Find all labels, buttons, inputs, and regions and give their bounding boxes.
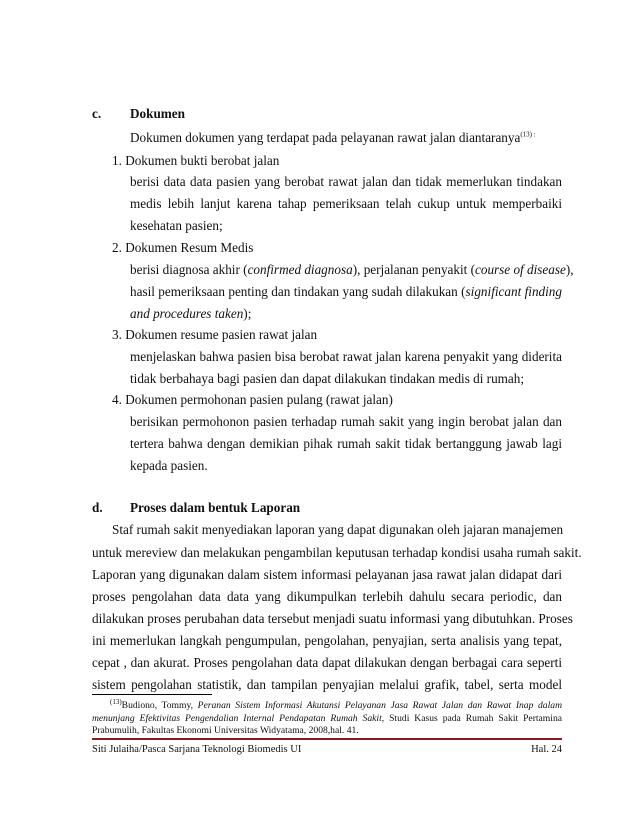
item-2-text: ), perjalanan penyakit (: [352, 262, 475, 277]
footnote-text: , Studi Kasus pada Rumah Sakit Pertamina: [381, 713, 562, 724]
item-1-line: kesehatan pasien;: [130, 218, 223, 233]
item-2-text: );: [243, 306, 252, 321]
footnote-italic-title: menunjang Efektivitas Pengendalian Internal Pendapatan Rumah Sakit: [92, 713, 382, 724]
item-2-line: [130, 284, 562, 300]
item-2-italic-term: and procedures taken: [130, 306, 244, 321]
footer-rule: [92, 738, 562, 740]
item-4-line: berisikan permohonon pasien terhadap rumah sakit yang ingin berobat jalan dan: [130, 414, 562, 429]
item-2-italic-term: confirmed diagnosa: [247, 262, 353, 277]
item-2-heading: 2. Dokumen Resum Medis: [112, 240, 254, 255]
item-1-heading: 1. Dokumen bukti berobat jalan: [112, 153, 280, 168]
item-3-line: tidak berbahaya bagi pasien dan dapat dilakukan tindakan medis di rumah;: [130, 371, 525, 386]
section-d-title: Proses dalam bentuk Laporan: [130, 500, 301, 515]
section-d-paragraph-line: dilakukan proses perubahan data tersebut menjadi suatu informasi yang dibutuhkan. Proses: [92, 611, 573, 626]
footer-author: Siti Julaiha/Pasca Sarjana Teknologi Biomedis UI: [92, 744, 302, 755]
item-3-heading: 3. Dokumen resume pasien rawat jalan: [112, 327, 318, 342]
section-c-label: c.: [92, 106, 102, 121]
item-1-line: berisi data data pasien yang berobat rawat jalan dan tidak memerlukan tindakan: [130, 174, 562, 189]
section-c-title: Dokumen: [130, 106, 185, 121]
item-2-italic-term: significant finding: [465, 284, 562, 299]
item-1-line: medis lebih lanjut karena tahap pemeriksaan telah cukup untuk memperbaiki: [130, 196, 562, 211]
item-2-text: berisi diagnosa akhir (: [130, 262, 248, 277]
section-d-label: d.: [92, 500, 103, 515]
footnote-line: Prabumulih, Fakultas Ekonomi Universitas Widyatama, 2008,hal. 41.: [92, 725, 359, 736]
section-d-paragraph-line: proses pengolahan data data yang dikumpulkan terlebih dahulu secara periodic, dan: [92, 589, 562, 604]
section-d-paragraph-line: sistem pengolahan statistik, dan tampilan penyajian melalui grafik, tabel, serta model: [92, 677, 562, 692]
item-2-text: hasil pemeriksaan penting dan tindakan yang sudah dilakukan (: [130, 284, 466, 299]
item-2-italic-term: course of disease: [475, 262, 566, 277]
section-d-paragraph-line: Staf rumah sakit menyediakan laporan yang dapat digunakan oleh jajaran manajemen: [112, 522, 564, 537]
section-d-paragraph-line: Laporan yang digunakan dalam sistem informasi pelayanan jasa rawat jalan didapat dari: [92, 567, 562, 582]
item-2-text: ),: [565, 262, 574, 277]
footnote-marker: (13): [110, 697, 122, 706]
footnote-line: [92, 713, 562, 725]
section-c-intro: [130, 130, 536, 146]
footnote-separator: [92, 694, 212, 695]
item-4-line: tertera bahwa dengan demikian pihak rumah sakit tidak bertanggung jawab lagi: [130, 436, 562, 451]
footnote-line: [92, 697, 562, 712]
footnote-reference: (13) :: [520, 130, 536, 139]
item-4-line: kepada pasien.: [130, 458, 208, 473]
section-d-paragraph-line: cepat , dan akurat. Proses pengolahan data dapat dilakukan dengan berbagai cara seperti: [92, 655, 562, 670]
section-c-intro-text: Dokumen dokumen yang terdapat pada pelayanan rawat jalan diantaranya: [130, 130, 521, 145]
footnote-text: Budiono, Tommy,: [121, 700, 198, 711]
item-2-line: [130, 262, 574, 278]
footer-page-number: Hal. 24: [531, 744, 562, 755]
section-d-paragraph-line: ini memerlukan langkah pengumpulan, pengolahan, penyajian, serta analisis yang tepat,: [92, 633, 562, 648]
footnote-italic-title: Peranan Sistem Informasi Akutansi Pelayanan Jasa Rawat Jalan dan Rawat Inap dalam: [197, 700, 562, 711]
item-3-line: menjelaskan bahwa pasien bisa berobat rawat jalan karena penyakit yang diderita: [130, 349, 562, 364]
item-2-line: [130, 306, 251, 322]
section-d-paragraph-line: untuk mereview dan melakukan pengambilan keputusan terhadap kondisi usaha rumah sakit.: [92, 545, 582, 560]
item-4-heading: 4. Dokumen permohonan pasien pulang (rawat jalan): [112, 392, 393, 407]
